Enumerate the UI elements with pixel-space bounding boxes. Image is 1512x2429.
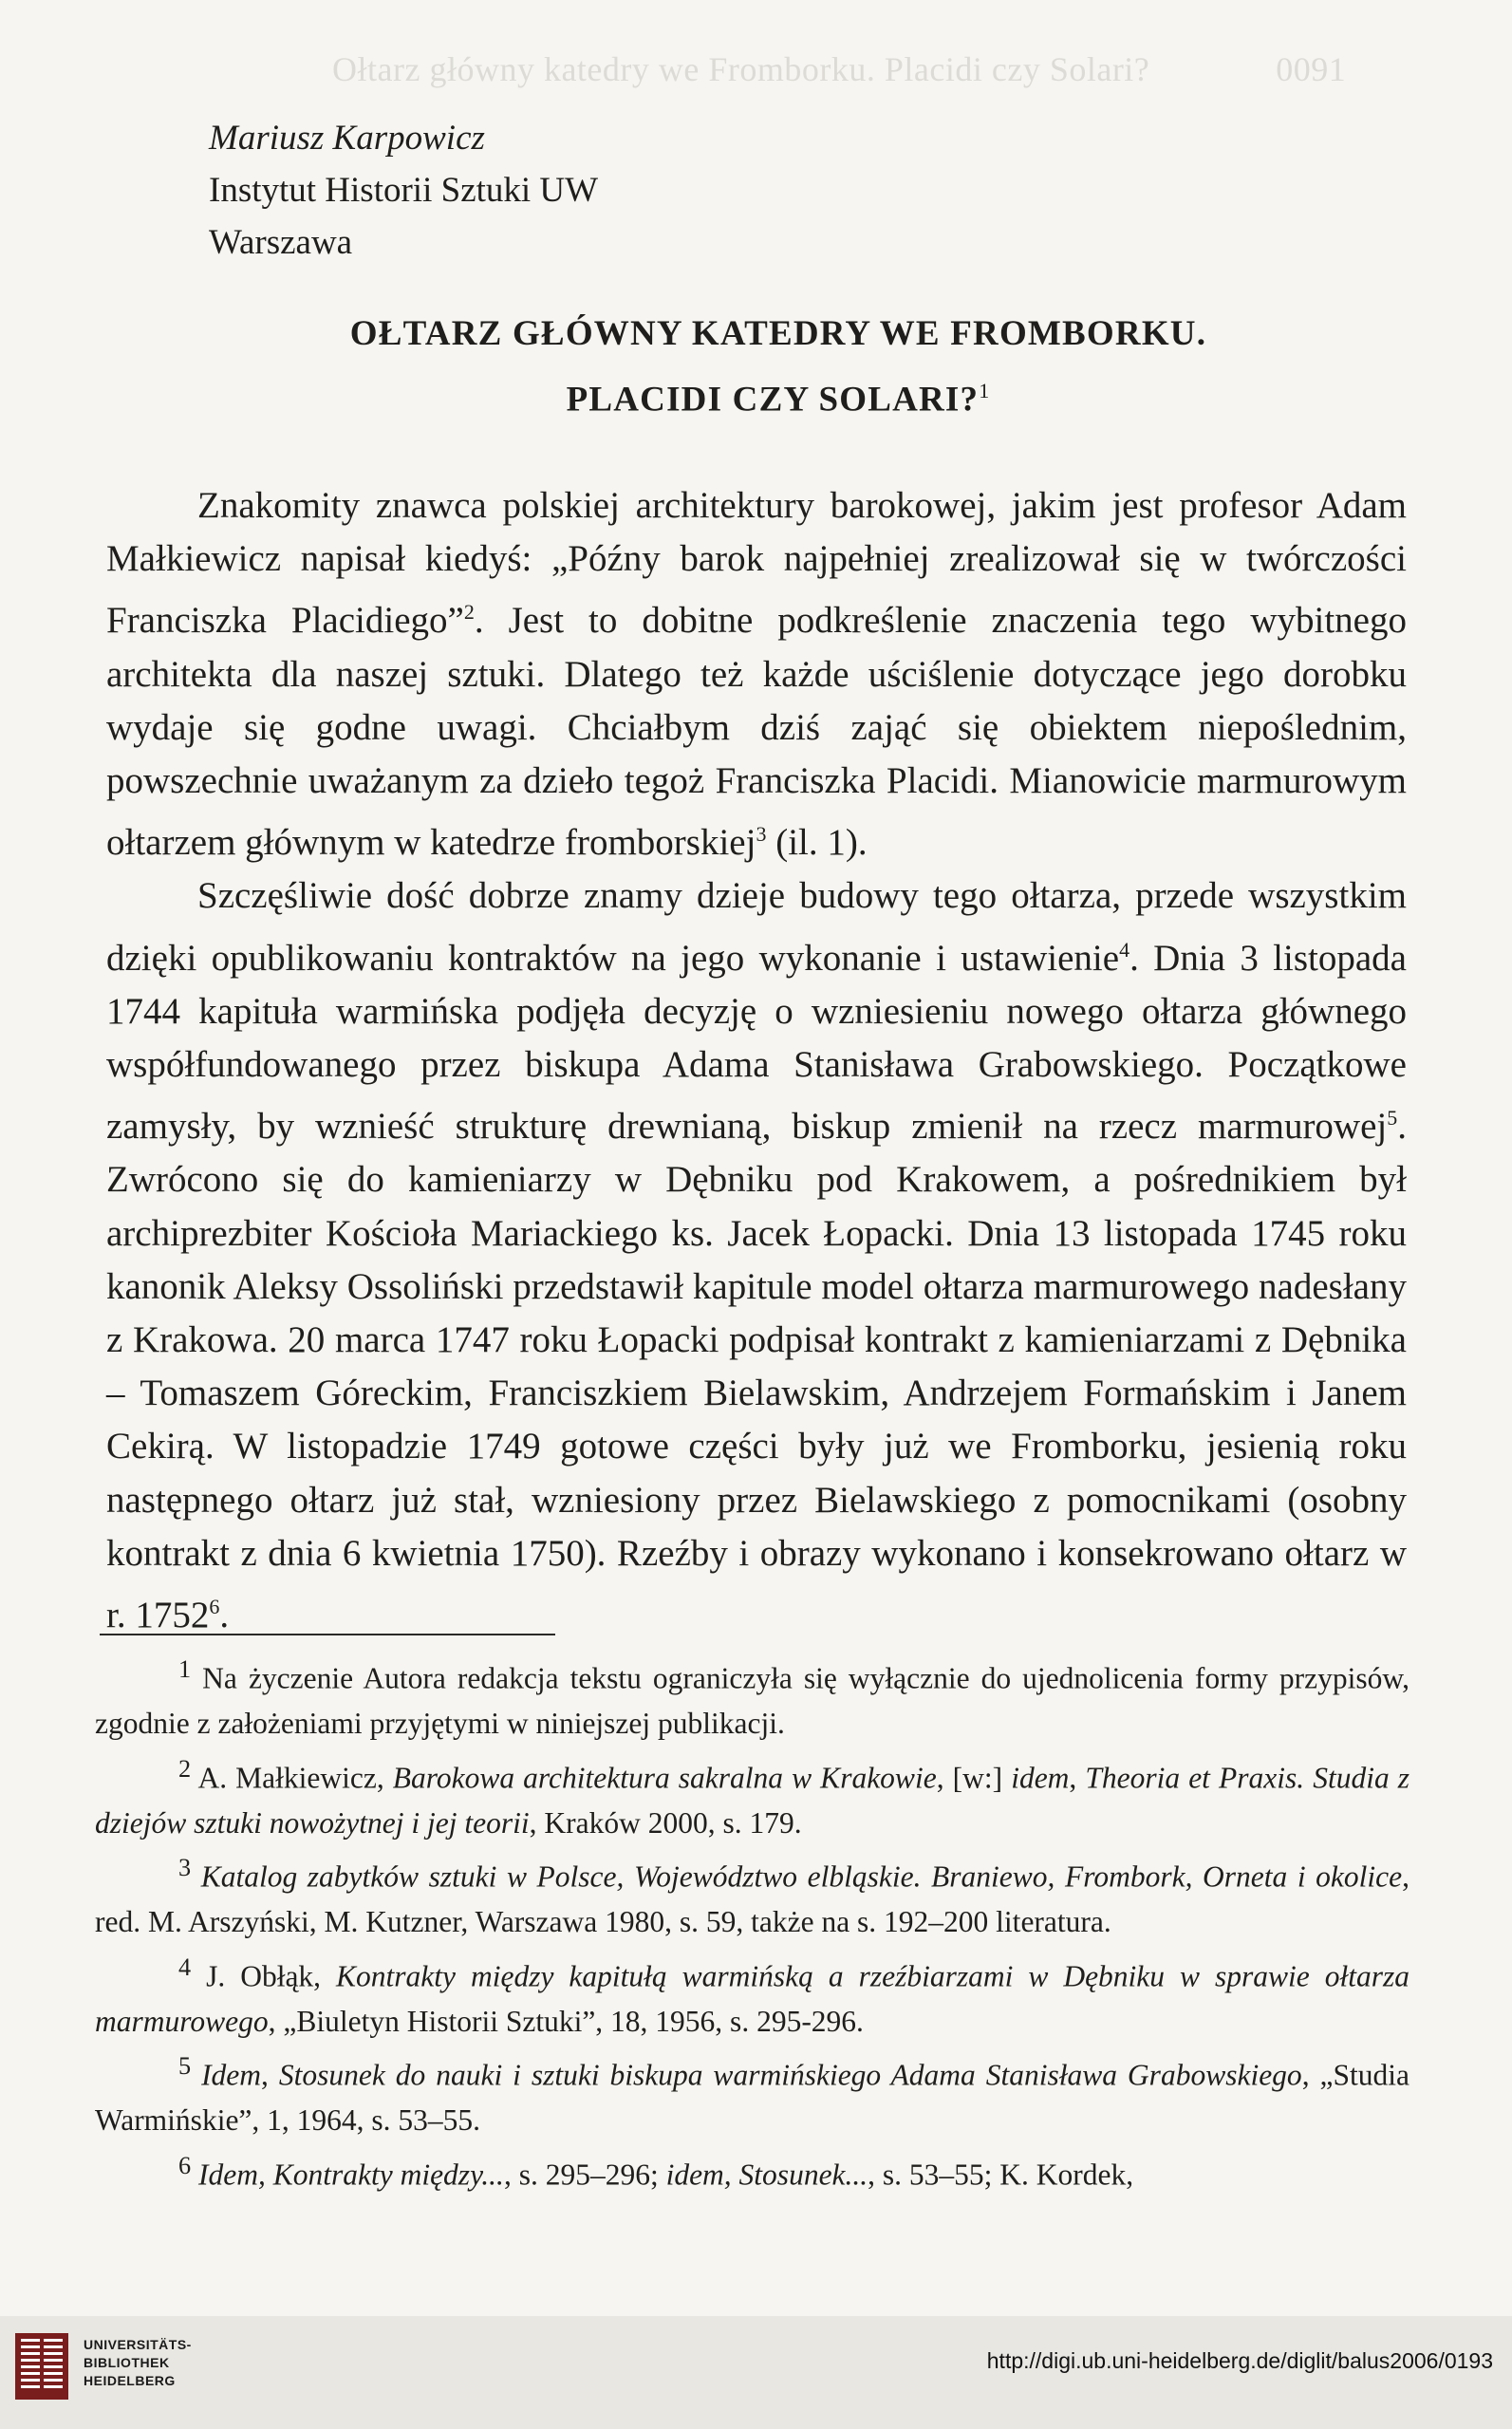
footnote-1 xyxy=(95,1647,1409,1747)
paragraph-text: . Dnia 3 listopada 1744 kapituła warmińska podjęła decyzję o wzniesieniu nowego ołtarza głównego współfundowanego przez biskupa Adama Stanisława Grabowskiego. Początkowe zamysły, by wznieść strukturę drewnianą, biskup zmienił na rzecz marmurowej xyxy=(106,937,1407,1148)
footnote-5 xyxy=(95,2044,1409,2143)
footnote-6 xyxy=(95,2143,1409,2197)
footnote-divider xyxy=(100,1634,555,1635)
paragraph-1 xyxy=(106,479,1407,869)
source-url xyxy=(987,2348,1493,2374)
footnote-title: idem xyxy=(1011,1761,1070,1794)
paragraph-text: . Zwrócono się do kamieniarzy w Dębniku pod Krakowem, a pośrednikiem był archiprezbiter Kościoła Mariackiego ks. Jacek Łopacki. Dnia 13 listopada 1745 roku kanonik Aleksy Ossoliński przedstawił kapitule model ołtarza marmurowego nadesłany z Krakowa. 20 marca 1747 roku Łopacki podpisał kontrakt z kamieniarzami z Dębnika – Tomaszem Góreckim, Franciszkiem Bielawskim, Andrzejem Formańskim i Janem Cekirą. W listopadzie 1749 gotowe części były już we Fromborku, jesienią roku następnego ołtarz już stał, wzniesiony przez Bielawskiego z pomocnikami (osobny kontrakt z dnia 6 kwietnia 1750). Rzeźby i obrazy wykonano i konsekrowano ołtarz w r. 1752 xyxy=(106,1106,1407,1636)
footnote-ref[interactable]: 2 xyxy=(463,600,475,625)
footnote-ref[interactable]: 4 xyxy=(1119,937,1130,962)
library-name-line: UNIVERSITÄTS- xyxy=(84,2337,192,2352)
author-city: Warszawa xyxy=(209,223,353,262)
footnote-title: Katalog zabytków sztuki w Polsce, Województwo elbląskie. Braniewo, Frombork, Orneta i okolice xyxy=(191,1859,1403,1894)
footnote-title: Idem, Kontrakty między... xyxy=(191,2158,504,2191)
footnote-4 xyxy=(95,1945,1409,2045)
footnote-number: 5 xyxy=(178,2052,192,2080)
library-name-line: HEIDELBERG xyxy=(84,2373,176,2388)
author-block xyxy=(209,112,598,269)
paragraph-text: (il. 1). xyxy=(766,822,868,864)
footnote-3 xyxy=(95,1845,1409,1945)
footnote-ref[interactable]: 6 xyxy=(209,1595,220,1619)
library-name xyxy=(84,2336,192,2390)
author-name: Mariusz Karpowicz xyxy=(209,119,485,158)
title-line-2-text: PLACIDI CZY SOLARI? xyxy=(566,380,980,420)
article-title xyxy=(171,306,1386,428)
footnote-text: , xyxy=(261,2058,279,2092)
footnote-number: 2 xyxy=(178,1754,192,1783)
footnote-text: , „Biuletyn Historii Sztuki”, 18, 1956, s. 295-296. xyxy=(268,2004,864,2038)
source-url-link[interactable]: http://digi.ub.uni-heidelberg.de/diglit/balus2006/0193 xyxy=(986,2348,1493,2373)
footnote-number: 6 xyxy=(178,2151,192,2179)
footnote-title: Barokowa architektura sakralna w Krakowie xyxy=(392,1761,937,1794)
paragraph-text: . xyxy=(219,1595,230,1636)
footnote-text: , Kraków 2000, s. 179. xyxy=(529,1805,802,1840)
footnote-title: Idem xyxy=(191,2058,262,2092)
title-line-2 xyxy=(171,363,1386,428)
paragraph-text: Znakomity znawca polskiej architektury barokowej, jakim jest profesor Adam Małkiewicz napisał kiedyś: „Późny barok najpełniej zrealizował się w twórczości Franciszka Placidiego” xyxy=(106,485,1407,642)
footnote-title: Stosunek do nauki i sztuki biskupa warmińskiego Adama Stanisława Grabowskiego xyxy=(278,2058,1302,2092)
paragraph-text: . Jest to dobitne podkreślenie znaczenia tego wybitnego architekta dla naszej sztuki. Dlatego też każde uściślenie dotyczące jego dorobku wydaje się godne uwagi. Chciałbym dziś zająć się obiektem niepoślednim, powszechnie uważanym za dzieło tegoż Franciszka Placidi. Mianowicie marmurowym ołtarzem głównym w katedrze fromborskiej xyxy=(106,600,1407,864)
footnote-text: , xyxy=(1069,1761,1086,1794)
footnote-title: Theoria et Praxis. Studia z dziejów sztuki nowożytnej i jej teorii xyxy=(95,1761,1410,1840)
footnote-text: , „Studia Warmińskie”, 1, 1964, s. 53–55. xyxy=(95,2058,1409,2137)
footnote-text: J. Obłąk, xyxy=(191,1959,337,1992)
author-institute: Instytut Historii Sztuki UW xyxy=(209,171,599,210)
title-line-1: OŁTARZ GŁÓWNY KATEDRY WE FROMBORKU. xyxy=(349,314,1207,353)
footnote-number: 1 xyxy=(178,1655,192,1683)
footnotes xyxy=(95,1647,1409,2197)
footnote-number: 4 xyxy=(178,1953,192,1981)
footnote-text: A. Małkiewicz, xyxy=(191,1761,393,1794)
footnote-text: Na życzenie Autora redakcja tekstu ograniczyła się wyłącznie do ujednolicenia formy przypisów, zgodnie z założeniami przyjętymi w niniejszej publikacji. xyxy=(95,1661,1409,1740)
university-library-logo-icon xyxy=(13,2331,70,2401)
footnote-number: 3 xyxy=(178,1854,192,1881)
footnote-ref[interactable]: 1 xyxy=(979,379,991,402)
article-body xyxy=(106,479,1407,1642)
library-name-line: BIBLIOTHEK xyxy=(84,2355,170,2370)
footnote-text: , red. M. Arszyński, M. Kutzner, Warszawa 1980, s. 59, także na s. 192–200 literatura. xyxy=(95,1859,1409,1938)
footnote-2 xyxy=(95,1747,1409,1846)
paragraph-2 xyxy=(106,869,1407,1642)
footnote-text: , s. 295–296; xyxy=(503,2158,666,2191)
footnote-text: , [w:] xyxy=(936,1761,1012,1794)
paragraph-text: Szczęśliwie dość dobrze znamy dzieje budowy tego ołtarza, przede wszystkim dzięki opublikowaniu kontraktów na jego wykonanie i ustawienie xyxy=(106,875,1407,979)
bleed-through-header: Ołtarz główny katedry we Fromborku. Placidi czy Solari? 0091 xyxy=(332,50,1347,88)
footnote-text: , s. 53–55; K. Kordek, xyxy=(868,2158,1134,2191)
footnote-ref[interactable]: 3 xyxy=(756,822,767,847)
footnote-title: Kontrakty między kapitułą warmińską a rzeźbiarzami w Dębniku w sprawie ołtarza marmurowego xyxy=(95,1959,1409,2038)
footnote-ref[interactable]: 5 xyxy=(1387,1106,1398,1130)
footnote-title: idem, Stosunek... xyxy=(665,2158,868,2191)
